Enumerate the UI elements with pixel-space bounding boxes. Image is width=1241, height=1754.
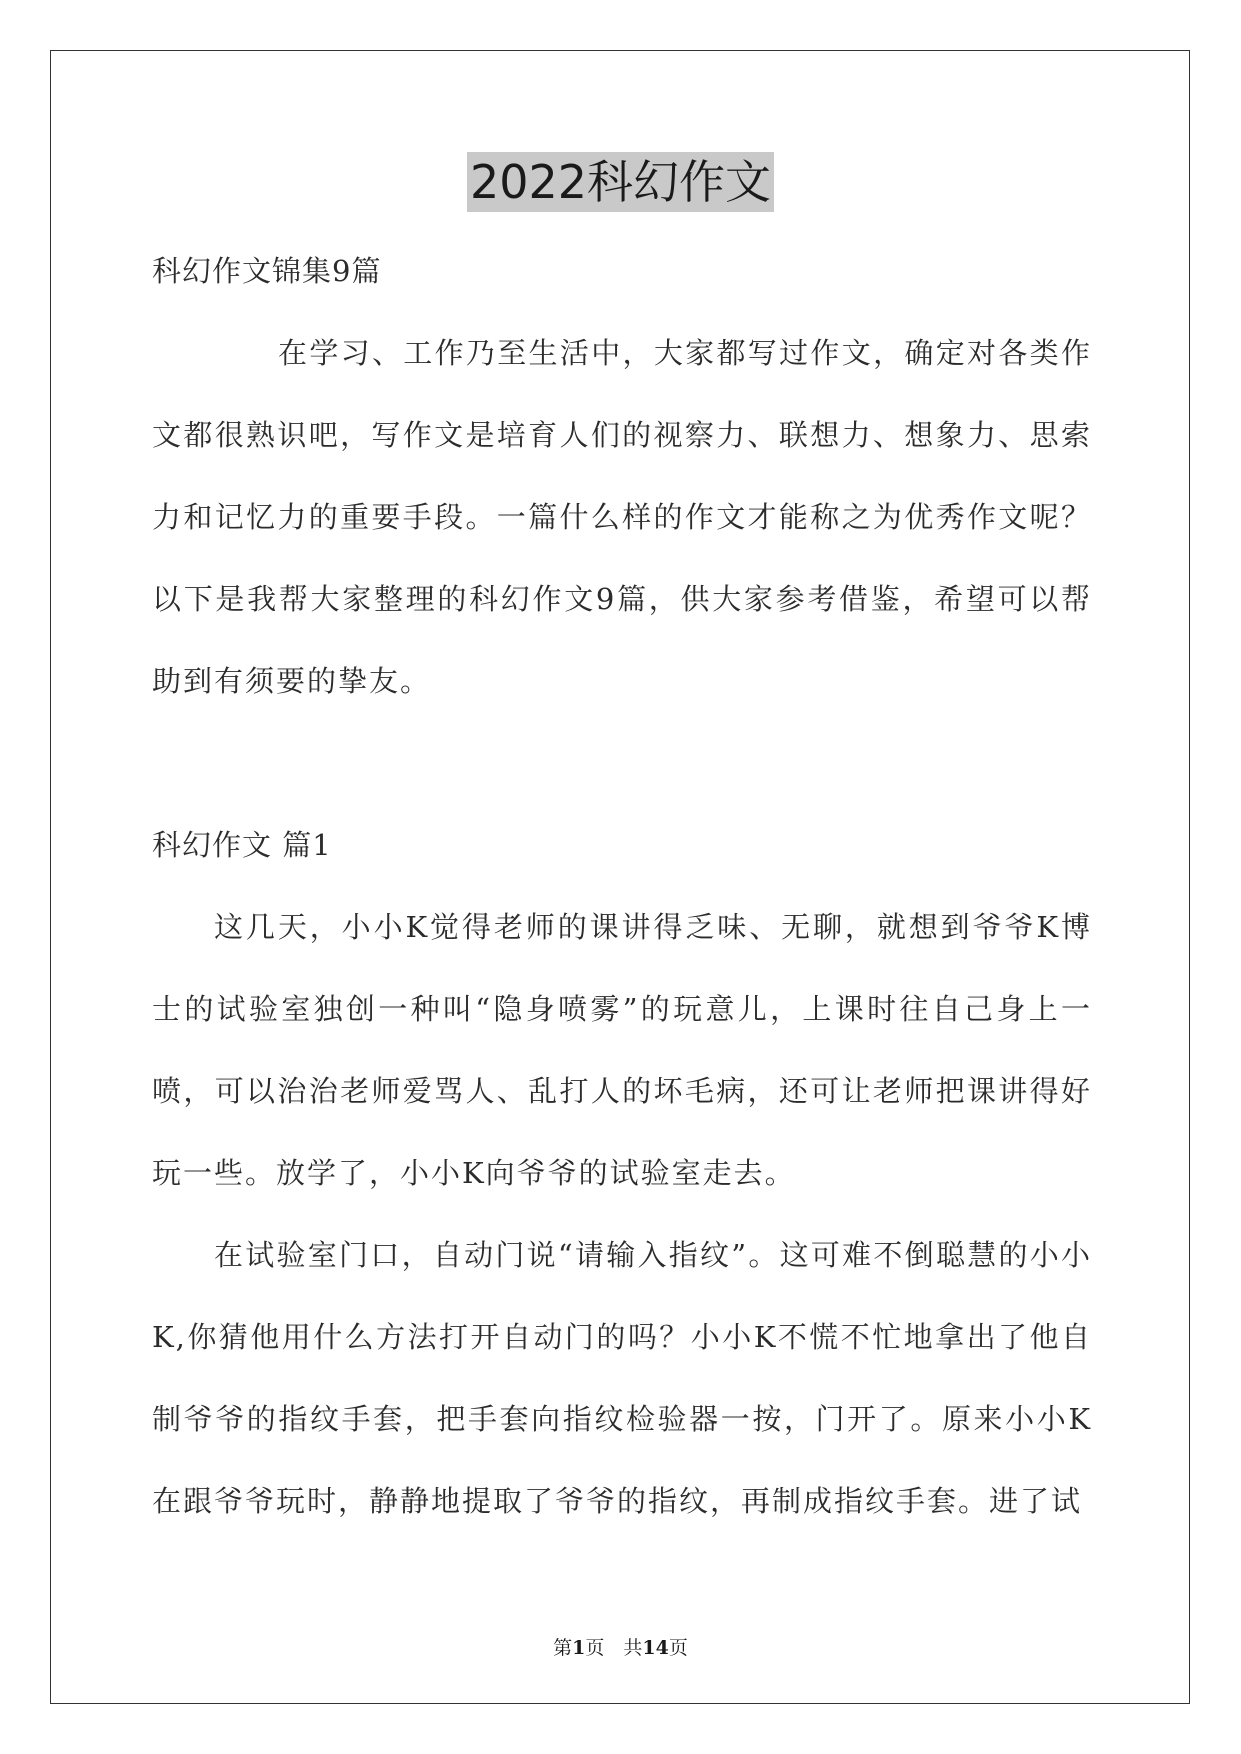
body-paragraph: 在试验室门口，自动门说“请输入指纹”。这可难不倒聪慧的小小K,你猜他用什么方法打开自动门的吗？小小K不慌不忙地拿出了他自制爷爷的指纹手套，把手套向指纹检验器一按，门开了。原来小小K在跟爷爷玩时，静静地提取了爷爷的指纹，再制成指纹手套。进了试 — [152, 1238, 1092, 1518]
spacer — [152, 722, 1092, 804]
document-subtitle: 科幻作文锦集9篇 — [152, 254, 382, 288]
body-paragraph: 这几天，小小K觉得老师的课讲得乏味、无聊，就想到爷爷K博士的试验室独创一种叫“隐身喷雾”的玩意儿，上课时往自己身上一喷，可以治治老师爱骂人、乱打人的坏毛病，还可让老师把课讲得好玩一些。放学了，小小K向爷爷的试验室走去。 — [152, 910, 1092, 1190]
section-heading: 科幻作文 篇1 — [152, 828, 332, 862]
document-title — [0, 152, 1241, 212]
page-current-number: 1 — [572, 1637, 586, 1659]
page-suffix: 页 — [668, 1637, 688, 1659]
intro-paragraph: 在学习、工作乃至生活中，大家都写过作文，确定对各类作文都很熟识吧，写作文是培育人们的视察力、联想力、想象力、思索力和记忆力的重要手段。一篇什么样的作文才能称之为优秀作文呢？以下是我帮大家整理的科幻作文9篇，供大家参考借鉴，希望可以帮助到有须要的挚友。 — [152, 336, 1092, 698]
document-body — [152, 230, 1092, 1542]
document-title-text: 2022科幻作文 — [467, 152, 774, 212]
page-total-number: 14 — [642, 1637, 669, 1659]
page-footer — [0, 1633, 1241, 1660]
page-prefix: 第 — [553, 1637, 573, 1659]
page-mid: 页 共 — [585, 1637, 643, 1659]
